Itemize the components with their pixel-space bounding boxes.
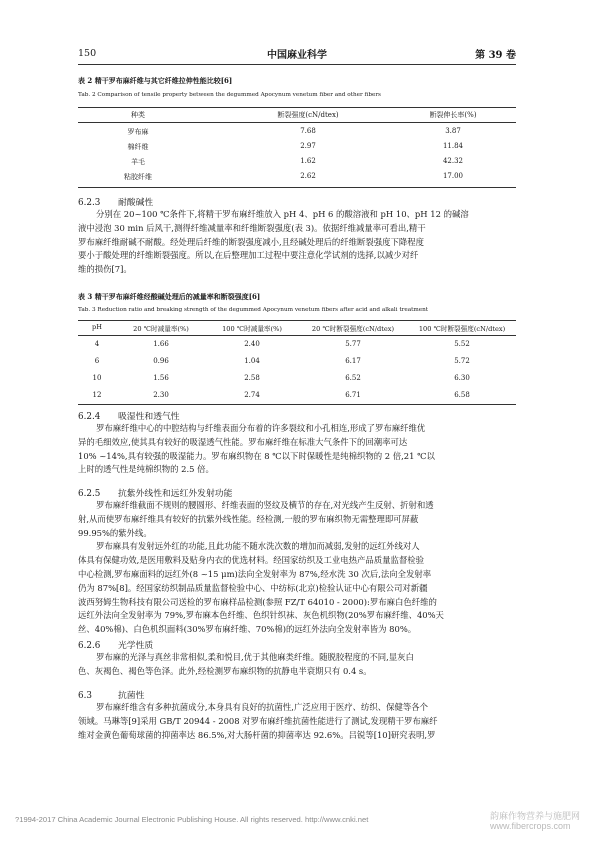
text-line: 液中浸泡 30 min 后风干,测得纤维减量率和纤维断裂强度(表 3)。依据纤维减量率可看出,精干 [78,222,426,233]
table-cell: 7.68 [300,127,316,135]
table-cell: 2.30 [153,391,169,399]
text-line: 中心检测,罗布麻面料的远红外(8 ~15 μm)法向全发射率为 87%,经水洗 30 次后,法向全发射率 [78,568,432,579]
section-number: 6.2.3 [78,198,101,208]
table-row [78,340,516,352]
text-line: 罗布麻具有发射远外红的功能,且此功能不随水洗次数的增加而减弱,发射的远红外线对人 [96,541,420,552]
table-cell: 11.84 [442,142,464,150]
text-line: 要小于酸处理的纤维断裂强度。所以,在后整理加工过程中要注意化学试剂的选择,以减少对纤 [78,250,419,261]
table-cell: 1.66 [153,340,169,348]
table3-caption-en: Tab. 3 Reduction ratio and breaking strength of the degummed Apocynum venetum fibers after acid and alkali treatment [78,307,429,313]
table3-header-cell: 100 ℃时断裂强度(cN/dtex) [418,325,506,333]
page-header [78,46,516,62]
table2-top-rule [78,107,516,108]
text-line: 罗布麻的光泽与真丝非常相似,柔和悦目,优于其他麻类纤维。随脱胶程度的不同,显灰白 [96,652,414,662]
section-number: 6.3 [78,691,92,701]
table-cell: 2.58 [244,374,260,382]
table-row [78,357,516,369]
table2-caption-cn: 表 2 精干罗布麻纤维与其它纤维拉伸性能比较[6] [78,76,233,85]
text-line: 分别在 20~100 ℃条件下,将精干罗布麻纤维放入 pH 4、pH 6 的酸溶液和 pH 10、pH 12 的碱溶 [96,209,469,219]
paragraph-63 [78,701,516,742]
table3-top-rule [78,320,516,321]
table2-header-cell: 断裂伸长率(%) [429,111,477,119]
table3-bottom-rule [78,404,516,405]
table-cell: 42.32 [442,157,464,165]
table-cell: 6.30 [454,374,470,382]
table-cell: 5.77 [345,340,361,348]
section-heading-626 [78,638,153,651]
text-line: 丝、40%棉)、白色机织面料(30%罗布麻纤维、70%棉)的远红外法向全发射率皆为 80%。 [78,624,417,635]
text-line: 射,从而使罗布麻纤维具有较好的抗紫外线性能。经检测,一般的罗布麻织物无需整理即可屏蔽 [78,513,419,524]
table-cell: 1.56 [153,374,169,382]
page-footer [15,811,580,831]
table3-mid-rule [78,335,516,336]
section-title: 吸湿性和透气性 [118,412,180,422]
table-cell: 6 [94,357,100,365]
text-line: 上时的透气性是纯棉织物的 2.5 倍。 [78,464,214,475]
copyright-notice: ?1994-2017 China Academic Journal Electronic Publishing House. All rights reserved. http://www.cnki.net [15,815,369,824]
text-line: 罗布麻纤维耐碱不耐酸。经处理后纤维的断裂强度减小,且经碱处理后的纤维断裂强度下降程度 [78,236,425,247]
section-title: 耐酸碱性 [118,198,154,208]
page-number: 150 [78,48,97,59]
table-cell: 4 [94,340,100,348]
table-row [78,391,516,403]
text-line: 10% ~14%,具有较强的吸湿能力。罗布麻织物在 8 ℃以下时保暖性是纯棉织物的 2 倍,21 ℃以 [78,450,435,461]
section-heading-623 [78,195,153,208]
table3-header-cell: 100 ℃时减量率(%) [222,325,282,333]
table2-caption-en: Tab. 2 Comparison of tensile property between the degummed Apocynum venetum fiber and other fibers [78,92,381,98]
text-line: 维对金黄色葡萄球菌的抑菌率达 86.5%,对大肠杆菌的抑菌率达 92.6%。吕锐等[10]研究表明,罗 [78,729,436,740]
journal-title: 中国麻业科学 [267,50,327,61]
paragraph-625 [78,499,516,637]
text-line: 体具有保健功效,是医用敷料及贴身内衣的优选材料。经国家纺织及工业电热产品质量监督检验 [78,555,425,566]
table2-header-row [78,110,516,122]
text-line: 罗布麻纤维中心的中腔结构与纤维表面分布着的许多裂纹和小孔相连,形成了罗布麻纤维优 [96,423,426,433]
table-cell: 3.87 [445,127,461,135]
watermark [490,811,580,831]
table-row [78,172,516,184]
table-cell: 1.62 [300,157,316,165]
text-line: 罗布麻纤维截面不规则的腰圆形、纤维表面的竖纹及横节的存在,对光线产生反射、折射和透 [96,500,434,510]
table-cell: 罗布麻 [127,128,149,136]
table-cell: 羊毛 [131,158,145,166]
table-cell: 17.00 [442,172,464,180]
text-line: 异的毛细效应,使其具有较好的吸湿透气性能。罗布麻纤维在标准大气条件下的回潮率可达 [78,436,408,447]
text-line: 罗布麻纤维含有多种抗菌成分,本身具有良好的抗菌性,广泛应用于医疗、纺织、保健等各个 [96,702,428,712]
table-row [78,127,516,139]
table-cell: 0.96 [153,357,169,365]
table-cell: 2.62 [300,172,316,180]
watermark-title: 韵麻作物营养与施肥网 [489,811,580,821]
table-cell: 6.17 [345,357,361,365]
table-cell: 5.72 [454,357,470,365]
table-cell: 6.58 [454,391,470,399]
table-cell: 2.97 [300,142,316,150]
section-number: 6.2.5 [78,489,101,499]
text-line: 色、灰褐色、褐色等色泽。此外,经检测罗布麻织物的抗静电半衰期只有 0.4 s。 [78,665,372,676]
section-title: 光学性质 [118,641,154,651]
table2-bottom-rule [78,187,516,188]
table2-header-cell: 种类 [131,111,145,119]
table-cell: 6.52 [345,374,361,382]
text-line: 远红外法向全发射率为 79%,罗布麻本色纤维、色织针织袜、灰色机织物(20%罗布麻纤维、40%天 [78,610,444,621]
table2-header-cell: 断裂强度(cN/dtex) [277,111,339,119]
table3-header-cell: 20 ℃时减量率(%) [133,325,189,333]
paragraph-624 [78,422,516,477]
table3-caption-cn: 表 3 精干罗布麻纤维经酸碱处理后的减量率和断裂强度[6] [78,292,261,301]
table-cell: 棉纤维 [127,143,149,151]
section-title: 抗紫外线性和远红外发射功能 [118,489,233,499]
text-line: 维的损伤[7]。 [78,264,132,275]
paragraph-623 [78,208,516,277]
table-row [78,157,516,169]
table3-header-row [78,323,516,335]
header-rule [78,64,516,65]
table-cell: 12 [92,391,102,399]
table-row [78,374,516,386]
table-cell: 5.52 [454,340,470,348]
table-cell: 粘胶纤维 [124,173,152,181]
text-line: 99.95%的紫外线。 [78,527,152,538]
text-line: 波西努姆生物科技有限公司送检的罗布麻样品检测(参照 FZ/T 64010 - 2000):罗布麻白色纤维的 [78,596,437,607]
section-title: 抗菌性 [118,691,145,701]
section-heading-625 [78,486,232,499]
table3-header-cell: pH [92,323,102,331]
text-line: 仍为 87%[8]。经国家纺织制品质量监督检验中心、中纺标(北京)检验认证中心有限公司对新疆 [78,582,428,593]
table-row [78,142,516,154]
section-number: 6.2.4 [78,412,101,422]
text-line: 领域。马琳等[9]采用 GB/T 20944 - 2008 对罗布麻纤维抗菌性能进行了测试,发现精干罗布麻纤 [78,715,438,726]
paragraph-626 [78,651,516,679]
table2-mid-rule [78,122,516,123]
table-cell: 6.71 [345,391,361,399]
section-heading-624 [78,409,180,422]
section-heading-63 [78,688,144,701]
table-cell: 10 [92,374,102,382]
table-cell: 2.40 [244,340,260,348]
watermark-url: www.fibercrops.com [489,821,571,831]
volume-label: 第 39 卷 [475,50,516,61]
table-cell: 1.04 [244,357,260,365]
table3-header-cell: 20 ℃时断裂强度(cN/dtex) [311,325,395,333]
section-number: 6.2.6 [78,641,101,651]
table-cell: 2.74 [244,391,260,399]
